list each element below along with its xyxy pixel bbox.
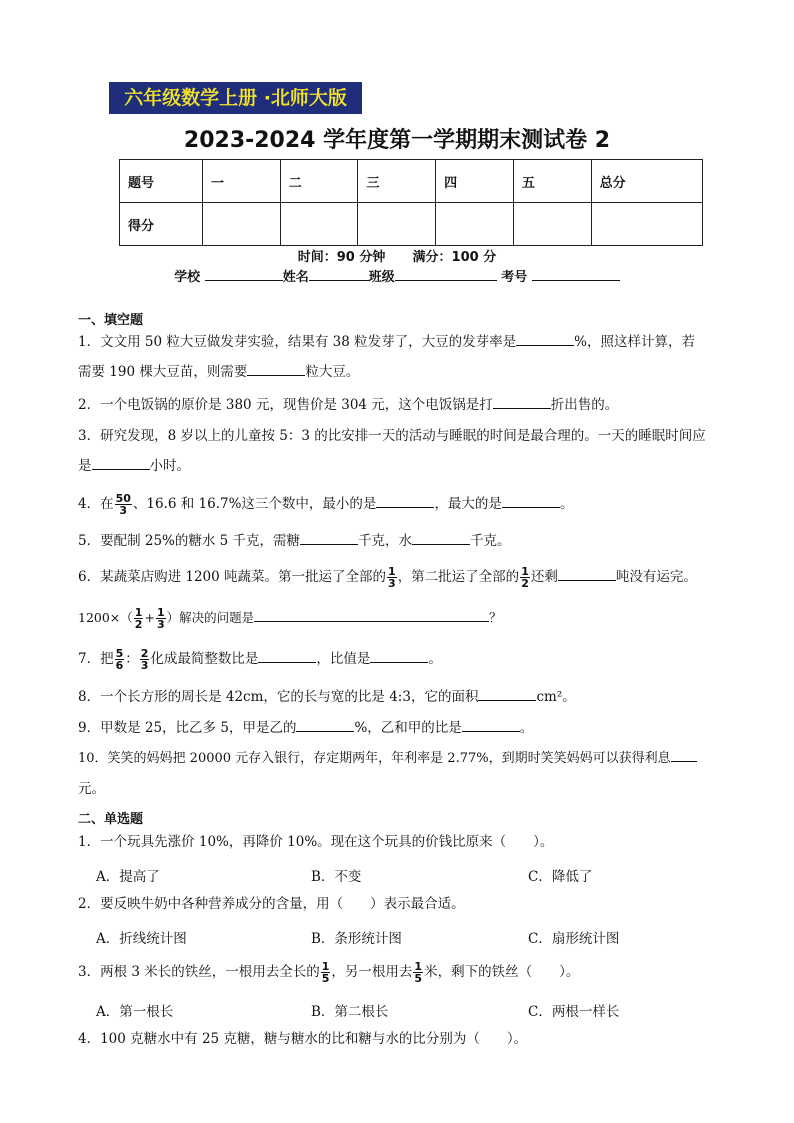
q-text: 3．两根 3 米长的铁丝，一根用去全长的 bbox=[78, 964, 320, 980]
score-cell: 三 bbox=[358, 160, 436, 203]
score-cell: 一 bbox=[203, 160, 281, 203]
school-label: 学校 bbox=[174, 270, 201, 285]
q-text: 米，剩下的铁丝（ ）。 bbox=[424, 964, 580, 980]
q-text: 。 bbox=[559, 496, 574, 512]
q-text: + bbox=[144, 610, 155, 625]
score-input-cell[interactable] bbox=[203, 203, 281, 246]
mc-option[interactable]: B．不变 bbox=[311, 869, 362, 885]
name-blank[interactable] bbox=[309, 267, 369, 281]
mc-option[interactable]: C．两根一样长 bbox=[528, 1004, 620, 1020]
score-table-score-row bbox=[120, 203, 703, 246]
q-text: 是 bbox=[78, 458, 92, 474]
number-blank[interactable] bbox=[532, 267, 620, 281]
q-text: 2．一个电饭锅的原价是 380 元，现售价是 304 元，这个电饭锅是打 bbox=[78, 397, 493, 413]
fraction: $\frac{1}{3}$ bbox=[156, 606, 165, 631]
q-text: 还剩 bbox=[530, 569, 558, 585]
q-text: 需要 190 棵大豆苗，则需要 bbox=[78, 364, 248, 380]
score-cell: 总分 bbox=[591, 160, 702, 203]
q-text: 1．文文用 50 粒大豆做发芽实验，结果有 38 粒发芽了，大豆的发芽率是 bbox=[78, 334, 517, 350]
answer-blank[interactable] bbox=[370, 650, 428, 663]
q-text: 千克，水 bbox=[358, 533, 413, 549]
q-text: 。 bbox=[519, 720, 534, 736]
score-cell: 得分 bbox=[120, 203, 203, 246]
answer-blank[interactable] bbox=[516, 333, 574, 346]
score-cell: 五 bbox=[513, 160, 591, 203]
score-input-cell[interactable] bbox=[513, 203, 591, 246]
answer-blank[interactable] bbox=[92, 457, 150, 470]
q-text: 千克。 bbox=[470, 533, 511, 549]
mc-option[interactable]: B．第二根长 bbox=[311, 1004, 389, 1020]
question-2 bbox=[78, 390, 748, 420]
score-cell: 二 bbox=[280, 160, 358, 203]
q-text: 折出售的。 bbox=[550, 397, 619, 413]
q-text: ，比值是 bbox=[316, 651, 371, 667]
q-text: ？ bbox=[489, 610, 502, 625]
score-cell: 题号 bbox=[120, 160, 203, 203]
q-text: ）解决的问题是 bbox=[166, 610, 255, 625]
mc-option[interactable]: C．降低了 bbox=[528, 869, 593, 885]
question-3 bbox=[78, 421, 748, 451]
section-title: 一、填空题 bbox=[78, 313, 144, 328]
q-text: ，最大的是 bbox=[434, 496, 502, 512]
question-6-cont bbox=[78, 603, 748, 633]
question-8 bbox=[78, 682, 748, 712]
time-text: 时间：90 分钟 bbox=[297, 250, 386, 265]
mc-option[interactable]: A．提高了 bbox=[96, 869, 160, 885]
q-text: cm²。 bbox=[536, 689, 576, 705]
mc-option[interactable]: B．条形统计图 bbox=[311, 931, 402, 947]
q-text: 7．把 bbox=[78, 651, 114, 667]
fraction: $\frac{5}{6}$ bbox=[115, 647, 124, 672]
q-text: 4．在 bbox=[78, 496, 114, 512]
question-10 bbox=[78, 744, 748, 774]
q-text: 吨没有运完。 bbox=[615, 569, 697, 585]
answer-blank[interactable] bbox=[462, 719, 520, 732]
fraction: $\frac{1}{2}$ bbox=[521, 565, 529, 590]
q-text: 元。 bbox=[78, 781, 105, 797]
fraction: $\frac{1}{2}$ bbox=[134, 606, 143, 631]
score-table bbox=[119, 159, 703, 246]
question-1-cont bbox=[78, 357, 748, 387]
q-text: ，第二批运了全部的 bbox=[397, 569, 520, 585]
answer-blank[interactable] bbox=[671, 749, 697, 762]
answer-blank[interactable] bbox=[258, 650, 316, 663]
question-9 bbox=[78, 713, 748, 743]
mc-option[interactable]: A．折线统计图 bbox=[96, 931, 187, 947]
q-text: 10．笑笑的妈妈把 20000 元存入银行，存定期两年，年利率是 2.77%，到期时笑笑妈妈可以获得利息 bbox=[78, 751, 671, 766]
q-text: %，照这样计算，若 bbox=[574, 334, 695, 350]
q-text: 5．要配制 25%的糖水 5 千克，需糖 bbox=[78, 533, 301, 549]
question-4 bbox=[78, 489, 748, 519]
q-text: 6．某蔬菜店购进 1200 吨蔬菜。第一批运了全部的 bbox=[78, 569, 387, 585]
score-input-cell[interactable] bbox=[591, 203, 702, 246]
mc-question-3 bbox=[78, 957, 748, 987]
student-info-line bbox=[0, 266, 794, 285]
question-5 bbox=[78, 526, 748, 556]
question-3-cont bbox=[78, 451, 748, 481]
mc-question-4: 4．100 克糖水中有 25 克糖，糖与糖水的比和糖与水的比分别为（ ）。 bbox=[78, 1031, 528, 1047]
q-text: 3．研究发现，8 岁以上的儿童按 5：3 的比安排一天的活动与睡眠的时间是最合理的。一天的睡眠时间应 bbox=[78, 428, 706, 444]
class-blank[interactable] bbox=[395, 267, 497, 281]
mc-question-1: 1．一个玩具先涨价 10%，再降价 10%。现在这个玩具的价钱比原来（ ）。 bbox=[78, 834, 554, 850]
q-text: 粒大豆。 bbox=[305, 364, 360, 380]
question-6 bbox=[78, 562, 748, 592]
mc-option[interactable]: C．扇形统计图 bbox=[528, 931, 620, 947]
fraction: $\frac{50}{3}$ bbox=[115, 492, 131, 517]
q-text: 小时。 bbox=[149, 458, 190, 474]
score-input-cell[interactable] bbox=[358, 203, 436, 246]
score-cell: 四 bbox=[436, 160, 514, 203]
answer-blank[interactable] bbox=[493, 396, 551, 409]
score-input-cell[interactable] bbox=[280, 203, 358, 246]
answer-blank[interactable] bbox=[412, 532, 470, 545]
question-7 bbox=[78, 644, 748, 674]
answer-blank[interactable] bbox=[502, 495, 560, 508]
answer-blank[interactable] bbox=[558, 568, 616, 581]
q-text: 。 bbox=[428, 651, 442, 667]
score-input-cell[interactable] bbox=[436, 203, 514, 246]
fraction: $\frac{1}{5}$ bbox=[321, 960, 330, 985]
name-label: 姓名 bbox=[282, 270, 309, 285]
answer-blank[interactable] bbox=[300, 532, 358, 545]
fraction: $\frac{2}{3}$ bbox=[140, 647, 149, 672]
q-text: 1200×（ bbox=[78, 610, 133, 625]
question-10-cont bbox=[78, 774, 748, 804]
section-title: 二、单选题 bbox=[78, 812, 144, 827]
school-blank[interactable] bbox=[205, 267, 283, 281]
class-label: 班级 bbox=[368, 270, 395, 285]
mc-question-2: 2．要反映牛奶中各种营养成分的含量，用（ ）表示最合适。 bbox=[78, 896, 465, 912]
mc-option[interactable]: A．第一根长 bbox=[96, 1004, 174, 1020]
number-label: 考号 bbox=[501, 270, 528, 285]
fraction: $\frac{1}{3}$ bbox=[388, 565, 396, 590]
time-line bbox=[0, 246, 794, 265]
exam-title: 2023-2024 学年度第一学期期末测试卷 2 bbox=[183, 128, 611, 153]
q-text: ，另一根用去 bbox=[331, 964, 413, 980]
q-text: 9．甲数是 25，比乙多 5，甲是乙的 bbox=[78, 720, 297, 736]
fraction: $\frac{1}{5}$ bbox=[414, 960, 423, 985]
score-table-header-row bbox=[120, 160, 703, 203]
q-text: 8．一个长方形的周长是 42cm，它的长与宽的比是 4:3，它的面积 bbox=[78, 689, 479, 705]
edition-badge: 六年级数学上册 ·北师大版 bbox=[109, 82, 362, 114]
q-text: 、16.6 和 16.7%这三个数中，最小的是 bbox=[132, 496, 377, 512]
answer-blank[interactable] bbox=[254, 609, 489, 622]
q-text: ： bbox=[125, 651, 139, 667]
answer-blank[interactable] bbox=[376, 495, 434, 508]
answer-blank[interactable] bbox=[296, 719, 354, 732]
answer-blank[interactable] bbox=[247, 363, 305, 376]
question-1 bbox=[78, 327, 748, 357]
q-text: %，乙和甲的比是 bbox=[354, 720, 462, 736]
q-text: 化成最简整数比是 bbox=[150, 651, 259, 667]
full-score-text: 满分：100 分 bbox=[412, 250, 497, 265]
answer-blank[interactable] bbox=[478, 688, 536, 701]
